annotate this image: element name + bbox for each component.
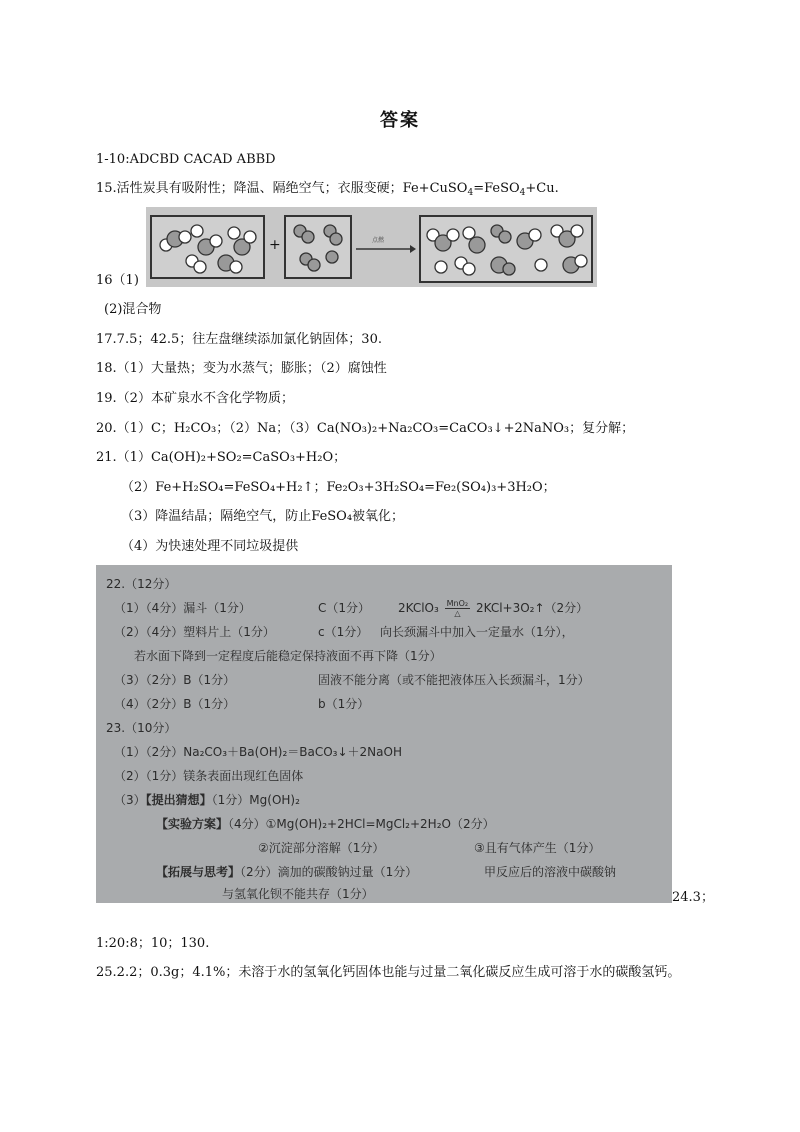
q22-head: 22.（12分） xyxy=(106,577,177,591)
q23-line1: （1）（2分）Na₂CO₃＋Ba(OH)₂＝BaCO₃↓＋2NaOH xyxy=(114,745,402,759)
answer-17: 17.7.5；42.5；往左盘继续添加氯化钠固体；30. xyxy=(96,332,382,347)
answer-15-mid: =FeSO xyxy=(473,181,520,196)
q23-line4 xyxy=(156,815,495,832)
q22-line3a: （3）（2分）B（1分） xyxy=(114,673,236,687)
q22-line4a: （4）（2分）B（1分） xyxy=(114,697,236,711)
q23-line3-num: （3） xyxy=(114,793,146,807)
reactant-molecules-2 xyxy=(286,217,350,277)
answer-25: 25.2.2；0.3g；4.1%；未溶于水的氢氧化钙固体也能与过量二氧化碳反应生成可溶于水的碳酸氢钙。 xyxy=(96,965,681,980)
reactant-box-1 xyxy=(150,215,265,279)
arrow-label: 点燃 xyxy=(372,237,385,244)
product-molecules xyxy=(421,217,591,281)
q22-line1b: C（1分） xyxy=(318,601,371,615)
q23-line4-text: （4分）①Mg(OH)₂+2HCl=MgCl₂+2H₂O（2分） xyxy=(228,817,495,831)
answer-24-head: 24.3； xyxy=(672,890,714,905)
answer-19: 19.（2）本矿泉水不含化学物质； xyxy=(96,391,294,406)
product-box xyxy=(419,215,593,283)
answer-15 xyxy=(96,180,559,198)
q22-reactant: 2KClO₃ xyxy=(398,601,439,615)
catalyst-top: MnO₂ xyxy=(446,599,469,608)
q23-hypothesis-label: 【提出猜想】 xyxy=(145,793,212,807)
answer-15-sub: 4 xyxy=(467,188,474,198)
q23-line6-text: （2分）滴加的碳酸钠过量（1分） xyxy=(240,865,418,879)
q23-line5b: ③且有气体产生（1分） xyxy=(474,841,601,855)
answer-16-2: (2)混合物 xyxy=(104,302,162,317)
answer-21-3: （3）降温结晶；隔绝空气，防止FeSO₄被氧化； xyxy=(121,509,405,524)
q23-head: 23.（10分） xyxy=(106,721,177,735)
q22-product: 2KCl+3O₂↑（2分） xyxy=(475,601,589,615)
q23-line3-text: （1分）Mg(OH)₂ xyxy=(211,793,300,807)
answer-24-tail: 1:20:8；10；130. xyxy=(96,936,210,951)
answer-15-sub2: 4 xyxy=(519,188,526,198)
q23-line5a: ②沉淀部分溶解（1分） xyxy=(258,841,385,855)
answer-21-2: （2）Fe+H₂SO₄=FeSO₄+H₂↑；Fe₂O₃+3H₂SO₄=Fe₂(SO₄)₃+3H₂O； xyxy=(121,480,556,495)
q22-line1-equation xyxy=(398,599,588,618)
q22-line2a: （2）（4分）塑料片上（1分） xyxy=(114,625,275,639)
q22-line2d: 若水面下降到一定程度后能稳定保持液面不再下降（1分） xyxy=(134,649,442,663)
q23-line2: （2）（1分）镁条表面出现红色固体 xyxy=(114,769,304,783)
molecule-diagram-image xyxy=(146,207,597,287)
q22-line2c: 向长颈漏斗中加入一定量水（1分）， xyxy=(380,625,574,639)
answer-18: 18.（1）大量热；变为水蒸气；膨胀；（2）腐蚀性 xyxy=(96,361,387,376)
q23-plan-label: 【实验方案】 xyxy=(156,817,229,831)
page-title: 答案 xyxy=(380,110,420,131)
q23-line6 xyxy=(156,863,417,880)
q23-line6c: 甲反应后的溶液中碳酸钠 xyxy=(484,865,617,879)
q23-line7: 与氢氧化钡不能共存（1分） xyxy=(222,887,374,901)
answer-22-23-photo xyxy=(96,565,672,903)
answer-1-10: 1-10:ADCBD CACAD ABBD xyxy=(96,152,276,167)
answer-21-1: 21.（1）Ca(OH)₂+SO₂=CaSO₃+H₂O； xyxy=(96,450,347,465)
plus-sign: + xyxy=(269,237,281,253)
q22-line2b: c（1分） xyxy=(318,625,369,639)
q23-extension-label: 【拓展与思考】 xyxy=(156,865,241,879)
reaction-arrow-icon xyxy=(354,237,418,257)
catalyst-bottom: △ xyxy=(454,609,461,618)
answer-16-label: 16（1) xyxy=(96,273,139,288)
answer-15-text: 15.活性炭具有吸附性；降温、隔绝空气；衣服变硬；Fe+CuSO xyxy=(96,181,468,196)
reactant-molecules-1 xyxy=(152,217,263,277)
q22-catalyst xyxy=(445,599,470,618)
answer-20: 20.（1）C；H₂CO₃；（2）Na；（3）Ca(NO₃)₂+Na₂CO₃=CaCO₃↓+2NaNO₃；复分解； xyxy=(96,421,635,436)
q23-line3 xyxy=(114,791,300,808)
answer-15-end: +Cu. xyxy=(525,181,559,196)
q22-line3b: 固液不能分离（或不能把液体压入长颈漏斗，1分） xyxy=(318,673,590,687)
answer-21-4: （4）为快速处理不同垃圾提供 xyxy=(121,539,299,554)
q22-line1a: （1）（4分）漏斗（1分） xyxy=(114,601,251,615)
q22-line4b: b（1分） xyxy=(318,697,370,711)
reactant-box-2 xyxy=(284,215,352,279)
